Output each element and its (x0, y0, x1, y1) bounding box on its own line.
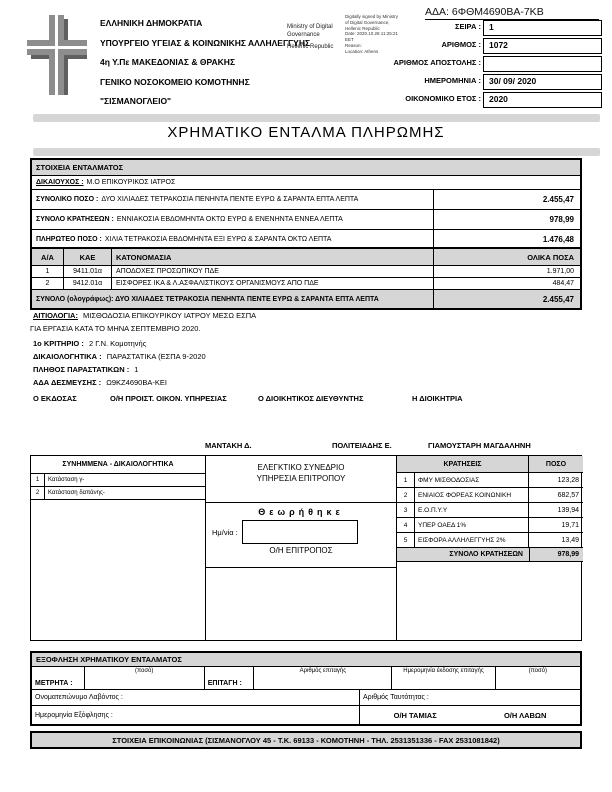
deduction-row (397, 473, 583, 488)
attachment-num: 1 (31, 474, 45, 486)
total-amount: 2.455,47 (433, 290, 580, 308)
justification-line (33, 311, 256, 320)
aitiologia-label: ΑΙΤΙΟΛΟΓΙΑ: (33, 311, 78, 320)
field-box-arithmos-apostolis (483, 56, 602, 72)
dikaiologitika-label: ΔΙΚΑΙΟΛΟΓΗΤΙΚΑ : (33, 352, 102, 361)
court-line1: ΕΛΕΓΚΤΙΚΟ ΣΥΝΕΔΡΙΟ (257, 463, 345, 472)
plithos-label: ΠΛΗΘΟΣ ΠΑΡΑΣΤΑΤΙΚΩΝ : (33, 365, 130, 374)
signatory-name: ΠΟΛΙΤΕΙΑΔΗΣ Ε. (332, 441, 392, 450)
col-header-kratiseis: ΚΡΑΤΗΣΕΙΣ (397, 456, 529, 472)
attachment-item (31, 474, 205, 487)
deduction-row (397, 503, 583, 518)
field-label-arithmos-apostolis: ΑΡΙΘΜΟΣ ΑΠΟΣΤΟΛΗΣ : (393, 58, 481, 67)
signatory-name: ΓΙΑΜΟΥΣΤΑΡΗ ΜΑΓΔΑΛΗΝΗ (428, 441, 531, 450)
org-line: 4η Υ.Πε ΜΑΚΕΔΟΝΙΑΣ & ΘΡΑΚΗΣ (100, 57, 236, 67)
ada-code: ΑΔΑ: 6ΦΘΜ4690ΒΑ-7ΚΒ (425, 6, 599, 20)
plithos-value: 1 (134, 365, 139, 374)
hospital-cross-icon (27, 15, 87, 95)
court-line2: ΥΠΗΡΕΣΙΑ ΕΠΙΤΡΟΠΟΥ (256, 474, 346, 483)
kae-table (30, 247, 582, 310)
total-amount-row (32, 189, 580, 209)
cheque-date-hint: Ημερομηνία έκδοσης επιταγής (403, 668, 484, 674)
field-box-arithmos (483, 38, 602, 54)
recipient-name-label: Ονοματεπώνυμο Λαβόντος : (32, 690, 360, 705)
cell-aa: 2 (32, 278, 64, 289)
deductions-amount-row (32, 209, 580, 229)
deductions-total-row (397, 548, 583, 562)
payment-date-label: Ημερομηνία Εξόφλησης : (32, 706, 360, 724)
sig-line: Reason: (345, 42, 362, 48)
ded-amount: 13,49 (528, 533, 583, 547)
stamp-line: Ministry of Digital (287, 24, 333, 30)
commissioner-label: Ο/Η ΕΠΙΤΡΟΠΟΣ (269, 546, 333, 555)
ded-num: 3 (397, 503, 415, 517)
field-label-arithmos: ΑΡΙΘΜΟΣ : (441, 40, 481, 49)
org-line: "ΣΙΣΜΑΝΟΓΛΕΙΟ" (100, 96, 172, 106)
cell-kae: 9412.01α (64, 278, 112, 289)
kritirio-label: 1ο ΚΡΙΤΗΡΙΟ : (33, 339, 84, 348)
section-header-stoixeia: ΣΤΟΙΧΕΙΑ ΕΝΤΑΛΜΑΤΟΣ (32, 160, 580, 175)
attachment-text: Κατάσταση γ- (48, 477, 85, 483)
role-proist-oikon: Ο/Η ΠΡΟΙΣΤ. ΟΙΚΟΝ. ΥΠΗΡΕΣΙΑΣ (110, 394, 227, 403)
voucher-details-table (30, 158, 582, 251)
date-label: Ημ/νία : (212, 527, 238, 537)
deductions-total-amount: 978,99 (529, 548, 583, 561)
cheque-amount-hint: (ποσό) (528, 668, 548, 674)
field-label-oikonomiko-etos: ΟΙΚΟΝΟΜΙΚΟ ΕΤΟΣ : (405, 94, 481, 103)
amount-label: ΠΛΗΡΩΤΕΟ ΠΟΣΟ : (36, 236, 102, 243)
cell-aa: 1 (32, 266, 64, 277)
ded-name: Ε.Ο.Π.Υ.Υ (418, 506, 448, 514)
attachments-panel (31, 456, 206, 640)
org-line: ΥΠΟΥΡΓΕΙΟ ΥΓΕΙΑΣ & ΚΟΙΝΩΝΙΚΗΣ ΑΛΛΗΛΕΓΓΥΗΣ (100, 37, 311, 48)
deduction-row (397, 533, 583, 548)
cell-name: ΕΙΣΦΟΡΕΣ ΙΚΑ & Λ.ΑΣΦΑΛΙΣΤΙΚΟΥΣ ΟΡΓΑΝΙΣΜΟΥΣ ΑΠΟ ΠΔΕ (116, 280, 319, 287)
cell-name: ΑΠΟΔΟΧΕΣ ΠΡΟΣΩΠΙΚΟΥ ΠΔΕ (116, 268, 219, 275)
org-line: ΓΕΝΙΚΟ ΝΟΣΟΚΟΜΕΙΟ ΚΟΜΟΤΗΝΗΣ (100, 76, 250, 87)
field-label-imerominia: ΗΜΕΡΟΜΗΝΙΑ : (424, 76, 481, 85)
kae-row (32, 277, 580, 289)
dikaiologitika-line (33, 352, 206, 361)
ada-desmeysis-label: ΑΔΑ ΔΕΣΜΕΥΣΗΣ : (33, 378, 102, 387)
audit-court-panel (206, 456, 396, 640)
ded-num: 4 (397, 518, 415, 532)
stamp-line: Governance (287, 31, 320, 38)
amount-words: ΧΙΛΙΑ ΤΕΤΡΑΚΟΣΙΑ ΕΒΔΟΜΗΝΤΑ ΕΞΙ ΕΥΡΩ & ΣΑΡΑΝΤΑ ΟΚΤΩ ΛΕΠΤΑ (104, 236, 332, 243)
field-value: 2020 (489, 94, 508, 104)
cheque-label: ΕΠΙΤΑΓΗ : (207, 680, 242, 687)
ded-amount: 123,28 (528, 473, 583, 487)
approval-box (206, 502, 396, 568)
field-value: 1072 (489, 40, 508, 50)
kritirio-line (33, 339, 146, 348)
contact-footer: ΣΤΟΙΧΕΙΑ ΕΠΙΚΟΙΝΩΝΙΑΣ (ΣΙΣΜΑΝΟΓΛΟΥ 45 - Τ.Κ. 69133 - ΚΟΜΟΤΗΝΗ - ΤΗΛ. 2531351336 - FAX 2531081842) (30, 731, 582, 749)
ded-name: ΥΠΕΡ ΟΑΕΔ 1% (418, 521, 467, 529)
cell-amount: 484,47 (433, 278, 580, 289)
field-value: 1 (489, 22, 494, 32)
cash-amount-hint: (ποσό) (134, 668, 154, 674)
beneficiary-row (32, 175, 580, 189)
approved-stamp-text: Θεωρήθηκε (258, 507, 344, 517)
receiver-label: Ο/Η ΛΑΒΩΝ (503, 710, 547, 720)
role-dioikitikos-dieythyntis: Ο ΔΙΟΙΚΗΤΙΚΟΣ ΔΙΕΥΘΥΝΤΗΣ (258, 394, 364, 403)
settlement-section (30, 651, 582, 726)
ded-num: 1 (397, 473, 415, 487)
ded-amount: 682,57 (528, 488, 583, 502)
settlement-row-2 (32, 690, 580, 706)
deductions-total-label: ΣΥΝΟΛΟ ΚΡΑΤΗΣΕΩΝ (449, 551, 523, 558)
cash-label: ΜΕΤΡΗΤΑ : (35, 680, 73, 687)
role-dioikitria: Η ΔΙΟΙΚΗΤΡΙΑ (412, 394, 463, 403)
dikaiologitika-value: ΠΑΡΑΣΤΑΤΙΚΑ (ΕΣΠΑ 9-2020 (106, 352, 206, 361)
deductions-header-row (397, 456, 583, 473)
settlement-row-3 (32, 706, 580, 724)
attachment-num: 2 (31, 487, 45, 499)
sig-line: Location: Athens (345, 48, 379, 54)
cashier-label: Ο/Η ΤΑΜΙΑΣ (393, 710, 437, 720)
attachment-item (31, 487, 205, 500)
ded-amount: 19,71 (528, 518, 583, 532)
sig-line: Hellenic Republic (345, 25, 380, 31)
cheque-number-hint: Αριθμός επιταγής (299, 668, 347, 674)
field-value: 30/ 09/ 2020 (489, 76, 537, 86)
attachments-title: ΣΥΝΗΜΜΕΝΑ - ΔΙΚΑΙΟΛΟΓΗΤΙΚΑ (31, 456, 205, 474)
kae-total-row (32, 289, 580, 308)
settlement-row-1 (32, 667, 580, 690)
amount-words: ΔΥΟ ΧΙΛΙΑΔΕΣ ΤΕΤΡΑΚΟΣΙΑ ΠΕΝΗΝΤΑ ΠΕΝΤΕ ΕΥΡΩ & ΣΑΡΑΝΤΑ ΕΠΤΑ ΛΕΠΤΑ (101, 196, 359, 203)
attachment-text: Κατάσταση δαπάνης- (48, 490, 105, 496)
mid-section (30, 455, 582, 641)
stamp-hellenic-republic: Hellenic Republic (287, 44, 334, 50)
amount-label: ΣΥΝΟΛΟ ΚΡΑΤΗΣΕΩΝ : (36, 216, 114, 223)
beneficiary-value: Μ.Ο ΕΠΙΚΟΥΡΙΚΟΣ ΙΑΤΡΟΣ (86, 179, 176, 186)
kritirio-value: 2 Γ.Ν. Κομοτηνής (88, 339, 147, 348)
cell-amount: 1.971,00 (433, 266, 580, 277)
page-title: ΧΡΗΜΑΤΙΚΟ ΕΝΤΑΛΜΑ ΠΛΗΡΩΜΗΣ (167, 124, 445, 141)
ada-desmeysis-line (33, 378, 167, 387)
deduction-row (397, 488, 583, 503)
amount-value: 978,99 (433, 210, 580, 229)
date-entry-box (242, 520, 358, 544)
payable-amount-row (32, 229, 580, 249)
kae-header-row (32, 249, 580, 265)
deduction-row (397, 518, 583, 533)
field-box-seira (483, 20, 602, 36)
kae-row (32, 265, 580, 277)
gray-band-top (33, 114, 600, 122)
cell-kae: 9411.01α (64, 266, 112, 277)
aitiologia-value: ΜΙΣΘΟΔΟΣΙΑ ΕΠΙΚΟΥΡΙΚΟΥ ΙΑΤΡΟΥ ΜΕΣΩ ΕΣΠΑ (83, 311, 257, 320)
col-header-aa: Α/Α (32, 249, 64, 265)
amount-value: 2.455,47 (433, 190, 580, 209)
role-ekdosas: Ο ΕΚΔΟΣΑΣ (33, 394, 77, 403)
field-box-imerominia (483, 74, 602, 90)
deductions-panel (396, 456, 583, 640)
sig-line: Digitally signed by Ministry (345, 14, 399, 19)
amount-value: 1.476,48 (433, 230, 580, 249)
signatory-name: ΜΑΝΤΑΚΗ Δ. (205, 441, 252, 450)
org-line: ΕΛΛΗΝΙΚΗ ΔΗΜΟΚΡΑΤΙΑ (100, 18, 203, 28)
sig-line: EET (345, 37, 354, 43)
col-header-olika-posa: ΟΛΙΚΑ ΠΟΣΑ (433, 249, 580, 265)
field-label-seira: ΣΕΙΡΑ : (454, 22, 481, 31)
ded-num: 5 (397, 533, 415, 547)
amount-words: ΕΝΝΙΑΚΟΣΙΑ ΕΒΔΟΜΗΝΤΑ ΟΚΤΩ ΕΥΡΩ & ΕΝΕΝΗΝΤΑ ΕΝΝΕΑ ΛΕΠΤΑ (116, 216, 343, 223)
id-number-label: Αριθμός Ταυτότητας : (363, 694, 429, 701)
justification-line-2: ΓΙΑ ΕΡΓΑΣΙΑ ΚΑΤΑ ΤΟ ΜΗΝΑ ΣΕΠΤΕΜΒΡΙΟ 2020. (30, 324, 201, 333)
col-header-poso: ΠΟΣΟ (545, 460, 567, 468)
ded-name: ΕΝΙΑΙΟΣ ΦΟΡΕΑΣ ΚΟΙΝΩΝΙΚΗ (418, 491, 512, 499)
total-words: ΣΥΝΟΛΟ (ολογράφως): ΔΥΟ ΧΙΛΙΑΔΕΣ ΤΕΤΡΑΚΟΣΙΑ ΠΕΝΗΝΤΑ ΠΕΝΤΕ ΕΥΡΩ & ΣΑΡΑΝΤΑ ΕΠΤΑ ΛΕΠΤΑ (36, 295, 379, 303)
field-box-oikonomiko-etos (483, 92, 602, 108)
sig-line: Date: 2020.10.28 11:25:21 (345, 31, 398, 37)
col-header-katonomasia: ΚΑΤΟΝΟΜΑΣΙΑ (116, 252, 172, 262)
settlement-header: ΕΞΟΦΛΗΣΗ ΧΡΗΜΑΤΙΚΟΥ ΕΝΤΑΛΜΑΤΟΣ (32, 653, 580, 667)
ded-num: 2 (397, 488, 415, 502)
beneficiary-label: ΔΙΚΑΙΟΥΧΟΣ : (36, 179, 84, 186)
sig-line: of Digital Governance, (345, 19, 390, 25)
ada-desmeysis-value: Ω9ΚΖ4690ΒΑ-ΚΕΙ (106, 378, 167, 387)
col-header-kae: ΚΑΕ (64, 249, 112, 265)
gray-band-subtitle (33, 148, 600, 156)
ded-name: ΦΜΥ ΜΙΣΘΟΔΟΣΙΑΣ (418, 476, 480, 484)
ded-amount: 139,94 (528, 503, 583, 517)
ded-name: ΕΙΣΦΟΡΑ ΑΛΛΗΛΕΓΓΥΗΣ 2% (418, 536, 506, 544)
amount-label: ΣΥΝΟΛΙΚΟ ΠΟΣΟ : (36, 196, 99, 203)
plithos-line (33, 365, 138, 374)
